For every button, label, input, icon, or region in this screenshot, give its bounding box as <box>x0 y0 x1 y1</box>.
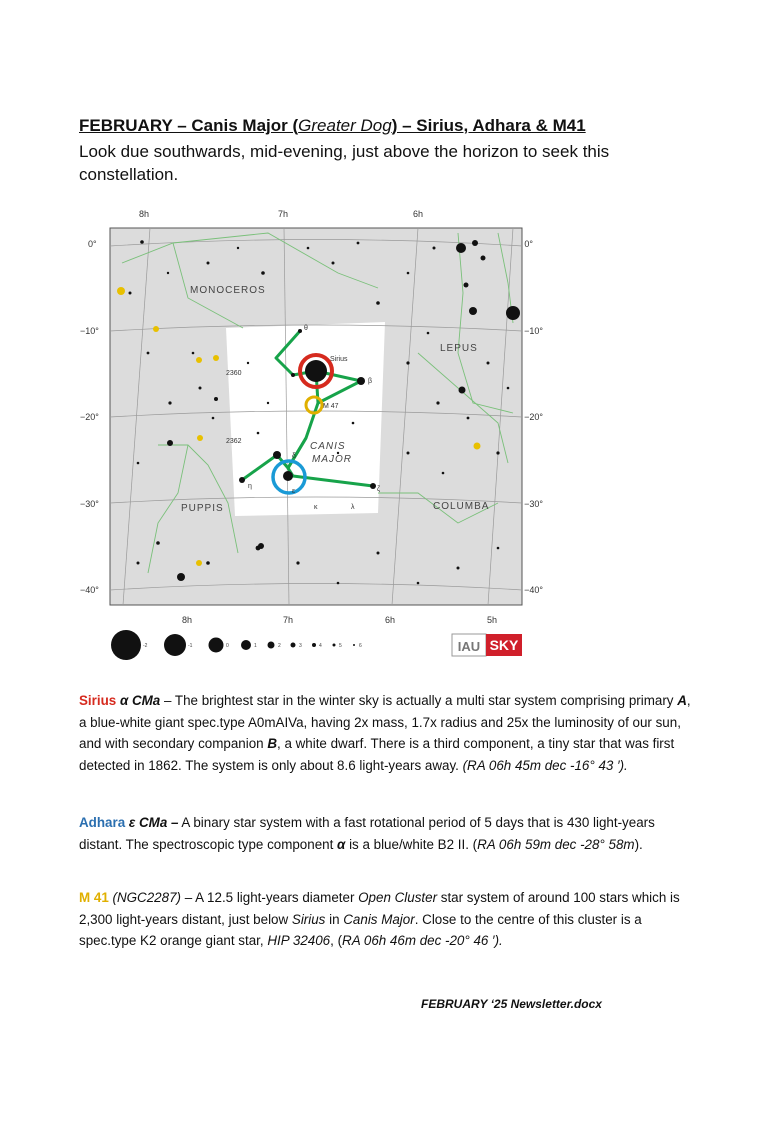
ra-top-label: 6h <box>413 209 424 219</box>
star-label: 2360 <box>226 370 242 377</box>
intro-text: Look due southwards, mid-evening, just above the horizon to seek this constellation. <box>79 142 610 184</box>
dec-left-label: −30° <box>80 499 99 509</box>
dec-left-label: −40° <box>80 585 99 595</box>
dec-left-label: −10° <box>80 326 99 336</box>
magnitude-label: 2 <box>278 643 281 649</box>
constellation-label: COLUMBA <box>433 501 490 512</box>
ra-top-label: 7h <box>278 209 289 219</box>
star-label: η <box>248 483 252 490</box>
adhara-paragraph: Adhara ε CMa – A binary star system with a fast rotational period of 5 days that is 430 light-years distant. The spectroscopic type component α is a blue/white B2 II. (RA 06h 59m dec -28° 58m). <box>79 815 655 852</box>
magnitude-label: 3 <box>299 643 302 649</box>
ra-bottom-label: 5h <box>487 615 498 625</box>
star-label: ζ <box>377 486 381 493</box>
dec-left-label: 0° <box>88 239 97 249</box>
dec-right-label: −10° <box>524 326 543 336</box>
magnitude-label: 5 <box>339 643 342 649</box>
star-label: β <box>368 378 373 385</box>
star-label: θ <box>304 325 308 332</box>
magnitude-label: -1 <box>188 643 193 649</box>
dec-right-label: 0° <box>524 239 533 249</box>
document-footer: FEBRUARY ‘25 Newsletter.docx <box>421 997 602 1011</box>
constellation-label: MAJOR <box>312 454 352 465</box>
constellation-label: MONOCEROS <box>190 285 266 296</box>
star-label: M 47 <box>323 403 339 410</box>
ra-bottom-label: 6h <box>385 615 396 625</box>
constellation-label: PUPPIS <box>181 503 224 514</box>
magnitude-label: 6 <box>359 643 362 649</box>
star-label: Sirius <box>330 356 348 363</box>
ra-bottom-label: 7h <box>283 615 294 625</box>
star-label: κ <box>314 504 318 511</box>
star-label: 2362 <box>226 438 242 445</box>
constellation-label: LEPUS <box>440 343 478 354</box>
svg-text:SKY: SKY <box>489 637 519 653</box>
dec-right-label: −40° <box>524 585 543 595</box>
dec-right-label: −20° <box>524 412 543 422</box>
star-chart <box>78 203 543 665</box>
magnitude-label: 0 <box>226 643 229 649</box>
m41-paragraph: M 41 (NGC2287) – A 12.5 light-years diameter Open Cluster star system of around 100 stars which is 2,300 light-years distant, just below Sirius in Canis Major. Close to the centre of this cluster is a spec.type K2 orange giant star, HIP 32406, (RA 06h 46m dec -20° 46 ′). <box>79 890 680 948</box>
star-label: δ <box>292 453 296 460</box>
svg-text:IAU: IAU <box>457 639 481 654</box>
iau-sky-logo <box>452 634 522 656</box>
ra-top-label: 8h <box>139 209 150 219</box>
star-label: ε <box>292 488 296 495</box>
dec-left-label: −20° <box>80 412 99 422</box>
magnitude-label: 1 <box>254 643 257 649</box>
constellation-label: CANIS <box>310 441 346 452</box>
magnitude-label: -2 <box>143 643 148 649</box>
ra-bottom-label: 8h <box>182 615 193 625</box>
sirius-paragraph: Sirius α CMa – The brightest star in the winter sky is actually a multi star system comprising primary A, a blue-white giant spec.type A0mAIVa, having 2x mass, 1.7x radius and 25x the luminosity of our sun, and with secondary companion B, a white dwarf. There is a third component, a tiny star that was first detected in 1862. The system is only about 8.6 light-years away. (RA 06h 45m dec -16° 43 ′). <box>79 693 691 773</box>
page-title: FEBRUARY – Canis Major (Greater Dog) – Sirius, Adhara & M41 <box>79 116 586 135</box>
star-label: λ <box>351 504 355 511</box>
dec-right-label: −30° <box>524 499 543 509</box>
magnitude-label: 4 <box>319 643 322 649</box>
